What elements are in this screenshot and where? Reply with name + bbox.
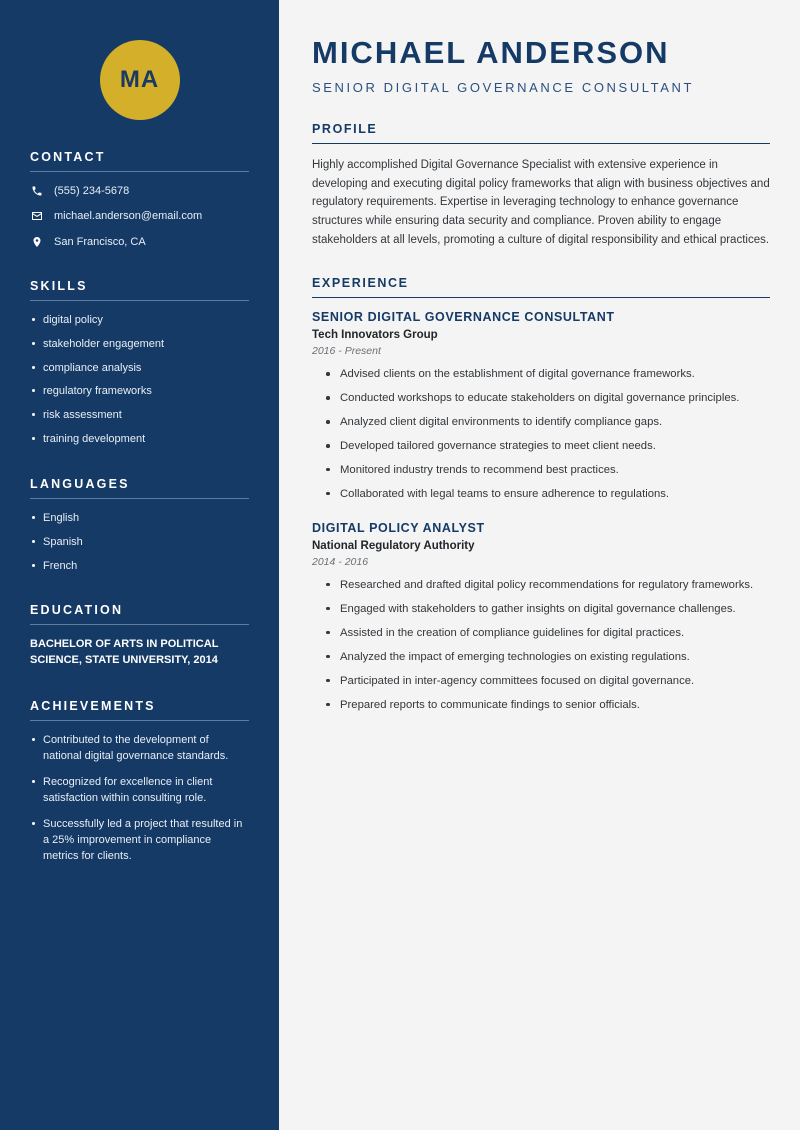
avatar: MA <box>100 40 180 120</box>
contact-location-value: San Francisco, CA <box>54 235 146 248</box>
contact-row-phone <box>30 184 249 198</box>
avatar-wrap <box>30 40 249 120</box>
experience-dates: 2014 - 2016 <box>312 555 369 568</box>
list-item: French <box>30 559 249 574</box>
list-item: Collaborated with legal teams to ensure adherence to regulations. <box>326 486 770 503</box>
list-item: compliance analysis <box>30 361 249 376</box>
list-item: English <box>30 511 249 526</box>
contact-phone-value: (555) 234-5678 <box>54 185 130 197</box>
envelope-icon <box>30 209 44 223</box>
sidebar-section-contact <box>30 150 249 249</box>
sidebar-contact-title: CONTACT <box>30 150 249 172</box>
skills-list <box>30 313 249 447</box>
contact-row-location <box>30 235 249 249</box>
list-item: Recognized for excellence in client satisfaction within consulting role. <box>30 775 249 807</box>
education-entry: BACHELOR OF ARTS IN POLITICAL SCIENCE, STATE UNIVERSITY, 2014 <box>30 638 219 667</box>
experience-dates: 2016 - Present <box>312 345 381 358</box>
sidebar-education-title: EDUCATION <box>30 603 249 625</box>
experience-job-title: SENIOR DIGITAL GOVERNANCE CONSULTANT <box>312 310 615 325</box>
list-item: Researched and drafted digital policy recommendations for regulatory frameworks. <box>326 577 770 594</box>
list-item: Analyzed the impact of emerging technologies on existing regulations. <box>326 649 770 666</box>
list-item: Participated in inter-agency committees focused on digital governance. <box>326 673 770 690</box>
list-item: Spanish <box>30 535 249 550</box>
list-item: Assisted in the creation of compliance guidelines for digital practices. <box>326 625 770 642</box>
profile-text: Highly accomplished Digital Governance Specialist with extensive experience in developing and executing digital policy frameworks that align with business objectives and regulatory requirements. Expertise in leveraging technology to enhance governance structures while ensuring data security and compliance. Proven ability to engage stakeholders at all levels, promoting a culture of digital responsibility and ethical practices. <box>312 159 770 246</box>
sidebar <box>0 0 279 1130</box>
experience-title: EXPERIENCE <box>312 276 770 298</box>
experience-entry <box>312 521 770 714</box>
achievements-list <box>30 733 249 865</box>
profile-title: PROFILE <box>312 122 770 144</box>
list-item: Analyzed client digital environments to identify compliance gaps. <box>326 414 770 431</box>
list-item: Prepared reports to communicate findings to senior officials. <box>326 697 770 714</box>
sidebar-section-education <box>30 603 249 669</box>
job-role-subtitle: SENIOR DIGITAL GOVERNANCE CONSULTANT <box>312 80 695 96</box>
page-title: MICHAEL ANDERSON <box>312 35 670 70</box>
sidebar-languages-title: LANGUAGES <box>30 477 249 499</box>
contact-email-value: michael.anderson@email.com <box>54 210 203 223</box>
experience-bullets <box>312 366 770 503</box>
list-item: Monitored industry trends to recommend best practices. <box>326 462 770 479</box>
experience-bullets <box>312 577 770 714</box>
experience-entry <box>312 310 770 503</box>
sidebar-skills-title: SKILLS <box>30 279 249 301</box>
list-item: Successfully led a project that resulted in a 25% improvement in compliance metrics for clients. <box>30 817 249 865</box>
list-item: Developed tailored governance strategies to meet client needs. <box>326 438 770 455</box>
sidebar-section-skills <box>30 279 249 447</box>
list-item: Advised clients on the establishment of digital governance frameworks. <box>326 366 770 383</box>
experience-job-title: DIGITAL POLICY ANALYST <box>312 520 485 535</box>
list-item: stakeholder engagement <box>30 337 249 352</box>
experience-company: National Regulatory Authority <box>312 539 475 552</box>
main-content <box>279 0 800 1130</box>
section-profile <box>312 122 770 249</box>
section-experience <box>312 276 770 713</box>
list-item: regulatory frameworks <box>30 384 249 399</box>
sidebar-achievements-title: ACHIEVEMENTS <box>30 699 249 721</box>
sidebar-section-languages <box>30 477 249 574</box>
list-item: digital policy <box>30 313 249 328</box>
phone-icon <box>30 184 44 198</box>
sidebar-section-achievements <box>30 699 249 865</box>
list-item: training development <box>30 432 249 447</box>
contact-row-email <box>30 209 249 223</box>
list-item: Contributed to the development of national digital governance standards. <box>30 733 249 765</box>
languages-list <box>30 511 249 574</box>
location-pin-icon <box>30 235 44 249</box>
experience-company: Tech Innovators Group <box>312 329 438 342</box>
list-item: Engaged with stakeholders to gather insights on digital governance challenges. <box>326 601 770 618</box>
list-item: risk assessment <box>30 408 249 423</box>
list-item: Conducted workshops to educate stakeholders on digital governance principles. <box>326 390 770 407</box>
